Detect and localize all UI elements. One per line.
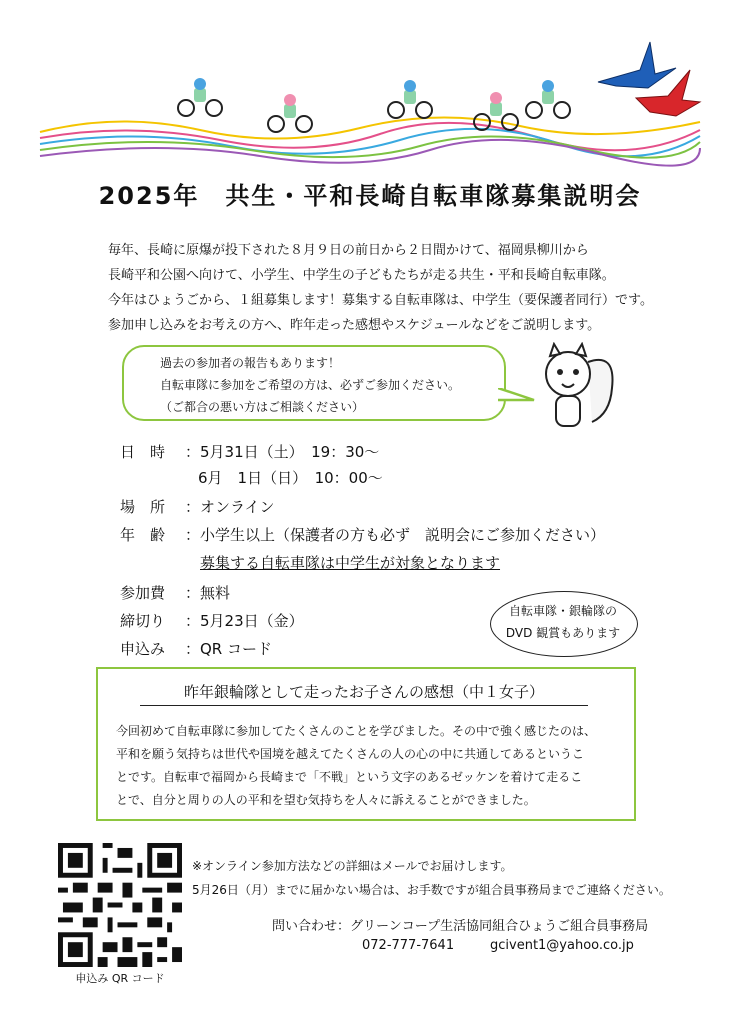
cyclist-icon (268, 94, 312, 132)
fee-label: 参加費 (120, 584, 166, 602)
qr-code[interactable] (58, 843, 182, 967)
age-value: ：小学生以上（保護者の方も必ず 説明会にご参加ください） (185, 526, 606, 544)
impression-title: 昨年銀輪隊として走ったお子さんの感想（中１女子） (140, 681, 588, 706)
impression-line: とです。自転車で福岡から長崎まで「不戦」という文字のあるゼッケンを着けて走るこ (116, 770, 583, 784)
online-note: ※オンライン参加方法などの詳細はメールでお届けします。 (192, 859, 513, 873)
target-note: 募集する自転車隊は中学生が対象となります (200, 554, 501, 572)
speech-bubble-tail (498, 388, 538, 408)
paper-crane-blue-icon (598, 42, 676, 88)
dvd-line-2: DVD 観賞もあります (505, 626, 621, 640)
impression-line: 平和を願う気持ちは世代や国境を越えてたくさんの人の心の中に共通してあるというこ (116, 747, 585, 761)
intro-line: 毎年、長崎に原爆が投下された８月９日の前日から２日間かけて、福岡県柳川から (108, 243, 589, 258)
contact-info: 問い合わせ：グリーンコープ生活協同組合ひょうご組合員事務局 (272, 919, 649, 934)
apply-value: ：QR コード (185, 640, 272, 658)
deadline-note: 5月26日（月）までに届かない場合は、お手数ですが組合員事務局までご連絡ください。 (192, 883, 671, 897)
bubble-line: （ご都合の悪い方はご相談ください） (160, 400, 365, 414)
impression-line: 今回初めて自転車隊に参加してたくさんのことを学びました。その中で強く感じたのは、 (116, 724, 597, 738)
cyclist-icon (388, 80, 432, 118)
date-label: 日 時 (120, 443, 166, 461)
place-label: 場 所 (120, 498, 166, 516)
apply-label: 申込み (120, 640, 166, 658)
date-value-2: 6月 1日（日） 10：00〜 (198, 469, 383, 487)
cyclist-icon (178, 78, 222, 116)
qr-caption: 申込み QR コード (75, 972, 165, 985)
page-title: 2025年 共生・平和長崎自転車隊募集説明会 (98, 182, 642, 210)
fee-value: ：無料 (185, 584, 231, 602)
cyclist-icon (526, 80, 570, 118)
email-address[interactable]: gcivent1@yahoo.co.jp (490, 938, 634, 953)
age-label: 年 齢 (120, 526, 166, 544)
deadline-value: ：5月23日（金） (185, 612, 304, 630)
phone-number[interactable]: 072-777-7641 (362, 938, 455, 953)
deadline-label: 締切り (120, 612, 166, 630)
bubble-line: 過去の参加者の報告もあります！ (160, 356, 341, 370)
intro-line: 参加申し込みをお考えの方へ、昨年走った感想やスケジュールなどをご説明します。 (108, 318, 601, 333)
squirrel-mascot-icon (536, 342, 616, 432)
dvd-line-1: 自転車隊・銀輪隊の (508, 604, 617, 618)
intro-line: 今年はひょうごから、１組募集します！募集する自転車隊は、中学生（要保護者同行）です。 (108, 293, 653, 308)
impression-line: とで、自分と周りの人の平和を望む気持ちを人々に訴えることができました。 (116, 793, 536, 807)
cyclist-banner-illustration (0, 30, 740, 170)
bubble-line: 自転車隊に参加をご希望の方は、必ずご参加ください。 (160, 378, 461, 392)
intro-line: 長崎平和公園へ向けて、小学生、中学生の子どもたちが走る共生・平和長崎自転車隊。 (108, 268, 615, 283)
place-value: ：オンライン (185, 498, 275, 516)
date-value-1: ：5月31日（土） 19：30〜 (185, 443, 380, 461)
